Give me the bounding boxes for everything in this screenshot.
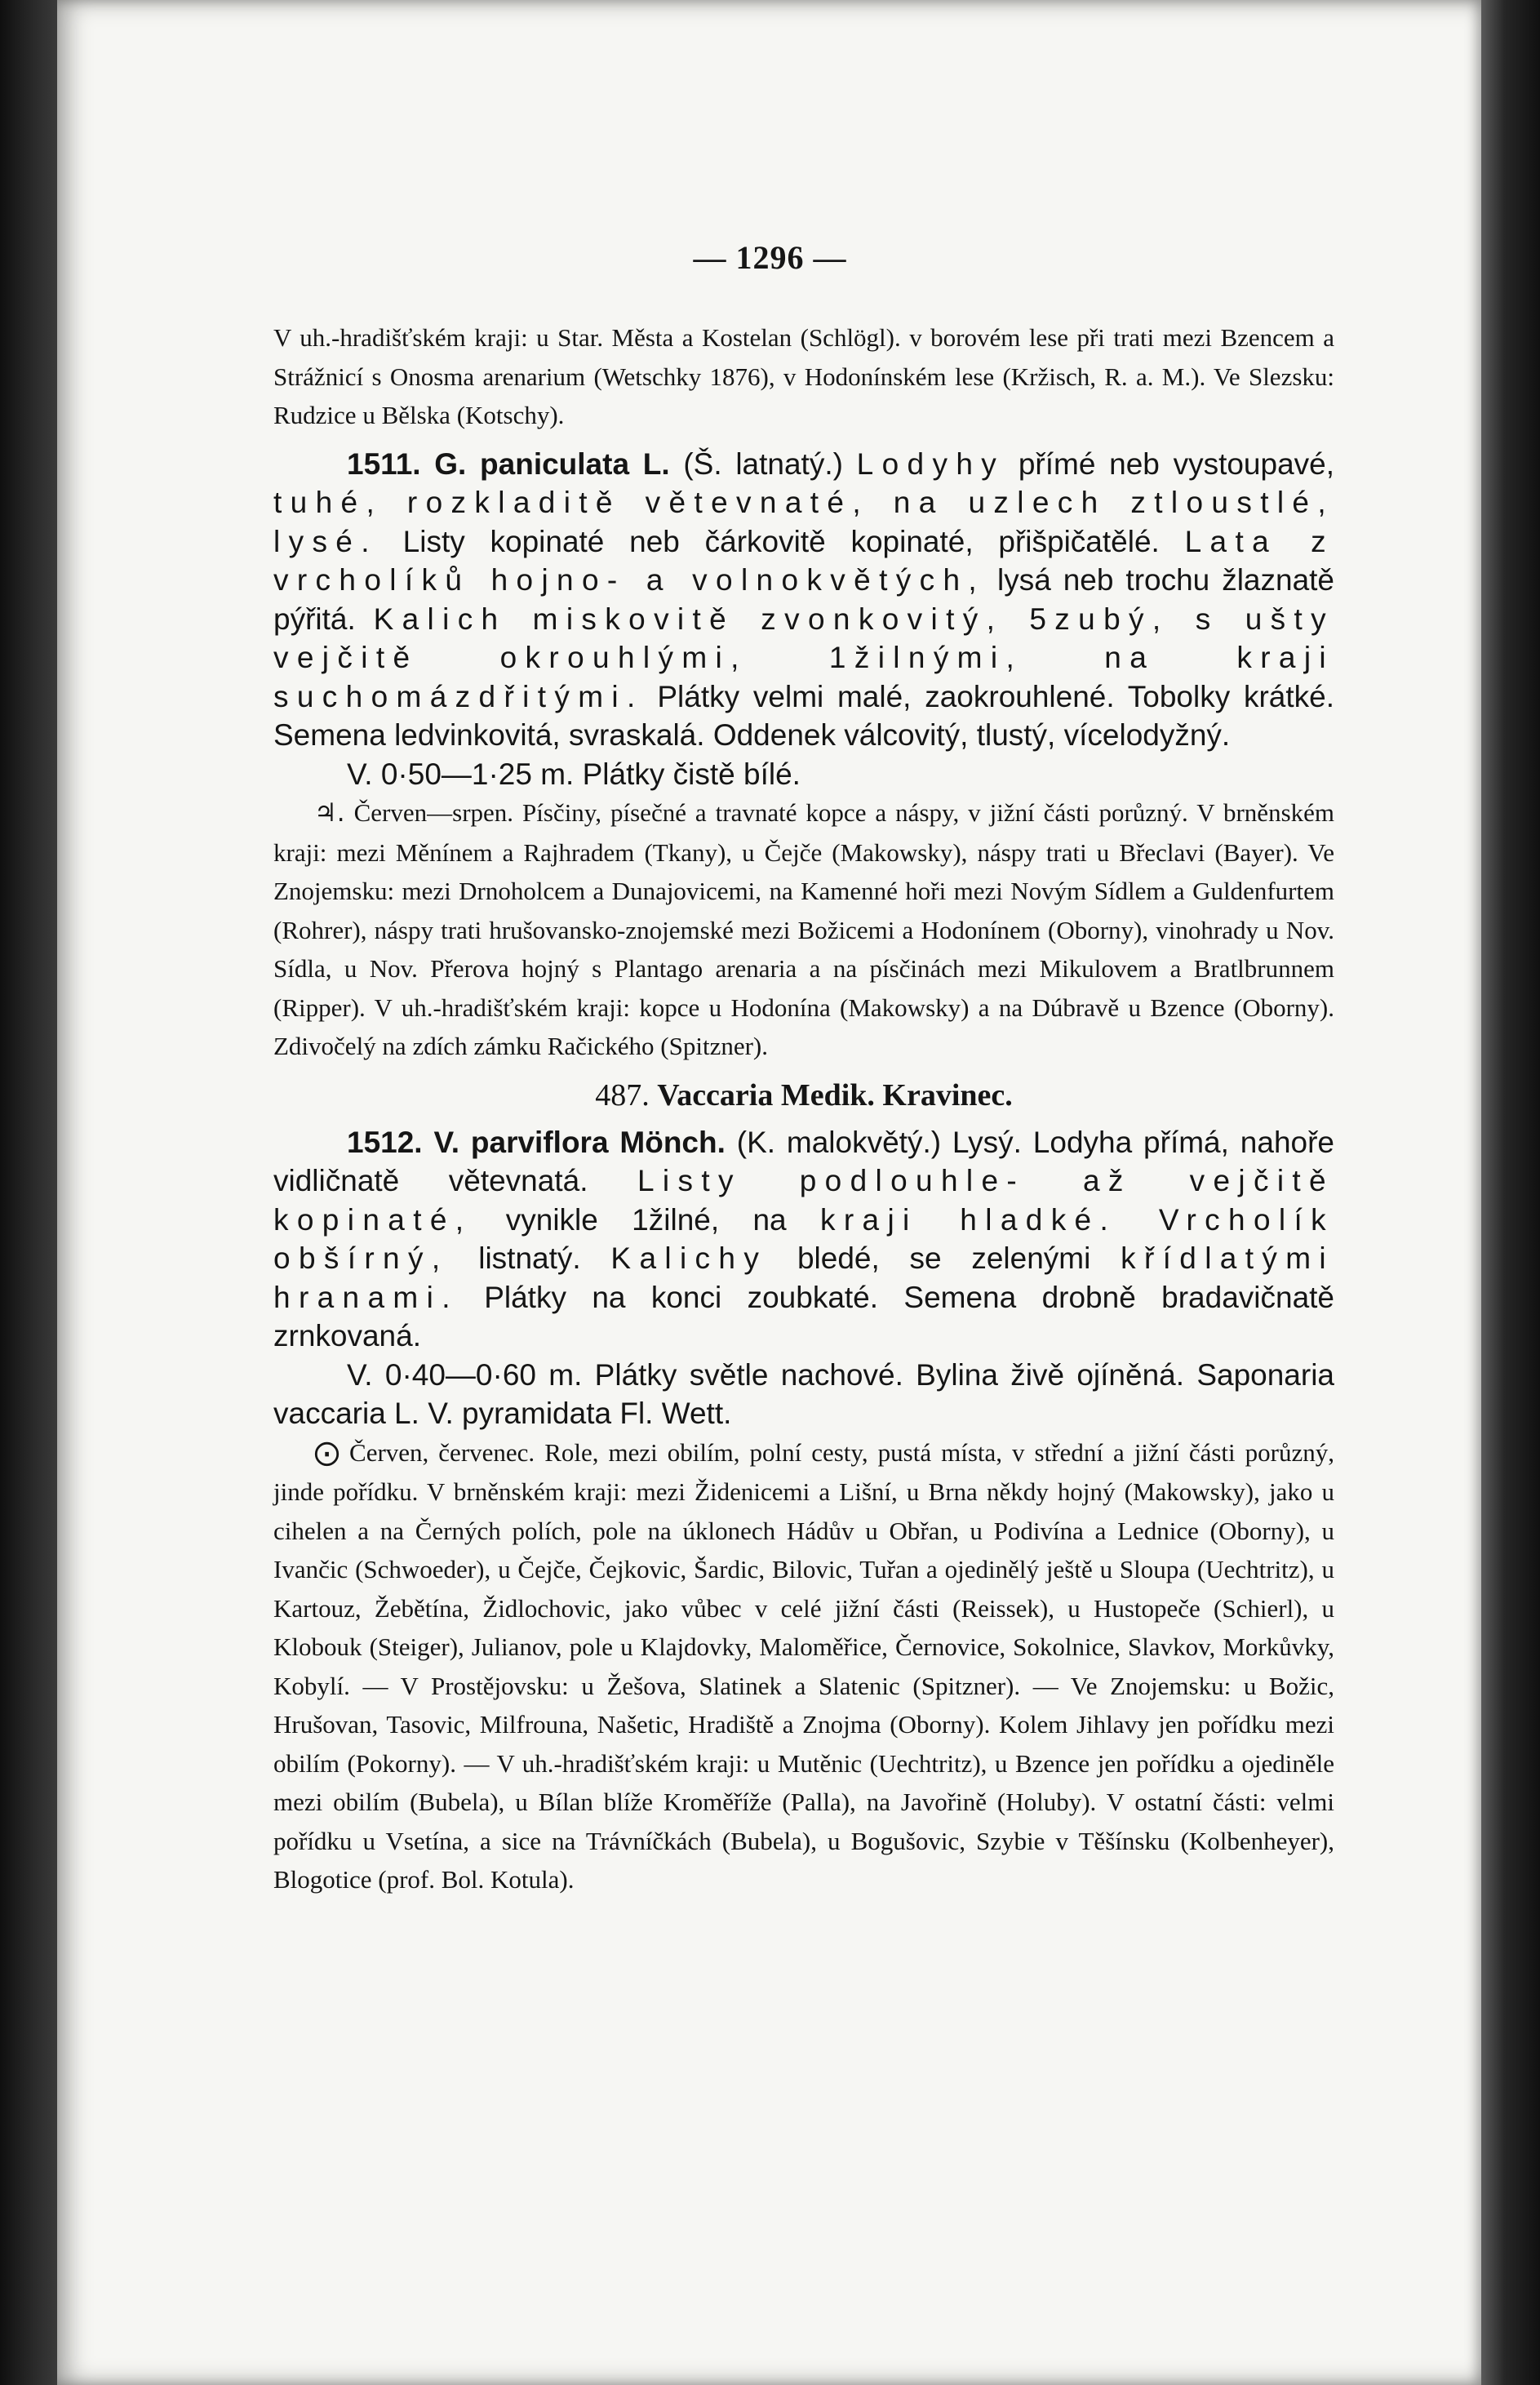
diagnostic-text: Lodyhy bbox=[856, 446, 1005, 481]
species-common-name: (Š. latnatý.) bbox=[683, 446, 843, 481]
description-text: listnatý. bbox=[448, 1241, 611, 1275]
scan-edge-left bbox=[0, 0, 57, 2385]
scan-edge-right bbox=[1481, 0, 1540, 2385]
diagnostic-text: kraji hladké. Vrcholík obšírný, bbox=[273, 1202, 1334, 1275]
species-1512-distribution bbox=[273, 1433, 1334, 1899]
species-name: V. parviflora Mönch. bbox=[433, 1125, 726, 1159]
distribution-text: Role, mezi obilím, polní cesty, pustá místa, v střední a jižní části porůzný, jinde pořídku. V brněnském kraji: mezi Židenicemi a Lišní, u Brna někdy hojný (Makowsky), jako u cihelen a na Černých polích, pole na úklonech Hádův u Obřan, u Podivína a Lednice (Oborny), u Ivančic (Schwoeder), u Čejče, Čejkovic, Šardic, Bilovic, Tuřan a ojedinělý ještě u Sloupa (Uechtritz), u Kartouz, Žebětína, Židlochovic, jako vůbec v celé jižní části (Reissek), u Hustopeče (Schierl), u Klobouk (Steiger), Julianov, pole u Klajdovky, Maloměřice, Černovice, Sokolnice, Slavkov, Morkůvky, Kobylí. — V Prostějovsku: u Žešova, Slatinek a Slatenic (Spitzner). — Ve Znojemsku: u Božic, Hrušovan, Tasovic, Milfrouna, Našetic, Hradiště a Znojma (Oborny). Kolem Jihlavy jen pořídku mezi obilím (Pokorny). — V uh.-hradišťském kraji: u Mutěnic (Uechtritz), u Bzence jen pořídku a ojediněle mezi obilím (Bubela), u Bílan blíže Kroměříže (Palla), na Javořině (Holuby). V ostatní části: velmi pořídku u Vsetína, a sice na Trávníčkách (Bubela), u Bogušovic, Szybie v Těšínsku (Kolbenheyer), Blogotice (prof. Bol. Kotula). bbox=[273, 1437, 1334, 1894]
page-content bbox=[273, 318, 1334, 1899]
genus-heading bbox=[273, 1071, 1334, 1120]
species-1511-description bbox=[273, 445, 1334, 755]
diagnostic-text: křídlatými hranami. bbox=[273, 1241, 1334, 1314]
description-text: Plátky velmi malé, zaokrouhlené. Tobolky krátké. Semena ledvinkovitá, svraskalá. Oddenek válcovitý, tlustý, vícelodyžný. bbox=[273, 679, 1334, 752]
description-text: vynikle 1žilné, na bbox=[472, 1202, 820, 1237]
species-1511-size: V. 0·50—1·25 m. Plátky čistě bílé. bbox=[347, 757, 801, 791]
description-text: bledé, se zelenými bbox=[767, 1241, 1121, 1275]
distribution-text: Písčiny, písečné a travnaté kopce a náspy, v jižní části porůzný. V brněnském kraji: mezi Měnínem a Rajhradem (Tkany), u Čejče (Makowsky), náspy trati u Břeclavi (Bayer). Ve Znojemsku: mezi Drnoholcem a Dunajovicemi, na Kamenné hoři mezi Novým Sídlem a Guldenfurtem (Rohrer), náspy trati hrušovansko-znojemské mezi Božicemi a Hodonínem (Oborny), vinohrady u Nov. Sídla, u Nov. Přerova hojný s Plantago arenaria a na písčinách mezi Mikulovem a Bratlbrunnem (Ripper). V uh.-hradišťském kraji: kopce u Hodonína (Makowsky) a na Dúbravě u Bzence (Oborny). Zdivočelý na zdích zámku Račického (Spitzner). bbox=[273, 798, 1335, 1060]
description-text: přímé neb vystoupavé, bbox=[1005, 446, 1335, 481]
description-text: Listy kopinaté neb čárkovitě kopinaté, přišpičatělé. bbox=[377, 524, 1185, 558]
species-1512-description bbox=[273, 1123, 1334, 1356]
genus-common-name: Kravinec. bbox=[882, 1077, 1013, 1113]
species-number: 1512. bbox=[347, 1125, 423, 1159]
species-1512-size: V. 0·40—0·60 m. Plátky světle nachové. Bylina živě ojíněná. Saponaria vaccaria L. V. pyramidata Fl. Wett. bbox=[273, 1357, 1334, 1430]
species-number: 1511. bbox=[347, 446, 421, 481]
intro-paragraph: V uh.-hradišťském kraji: u Star. Města a Kostelan (Schlögl). v borovém lese při trati mezi Bzencem a Strážnicí s Onosma arenarium (Wetschky 1876), v Hodonínském lese (Kržisch, R. a. M.). Ve Slezsku: Rudzice u Bělska (Kotschy). bbox=[273, 323, 1334, 429]
diagnostic-text: Kalich miskovitě zvonkovitý, 5zubý, s ušty vejčitě okrouhlými, 1žilnými, na kraji suchomázdřitými. bbox=[273, 602, 1334, 713]
page-number: — 1296 — bbox=[693, 239, 847, 276]
genus-number: 487. bbox=[595, 1077, 650, 1113]
diagnostic-text: Listy podlouhle- až vejčitě kopinaté, bbox=[273, 1164, 1334, 1237]
diagnostic-text: Kalichy bbox=[610, 1241, 768, 1275]
species-1511-distribution bbox=[273, 793, 1334, 1066]
species-common-name: (K. malokvětý.) bbox=[736, 1125, 942, 1159]
description-text: Plátky na konci zoubkaté. Semena drobně bradavičnatě zrnkovaná. bbox=[273, 1280, 1334, 1352]
species-name: G. paniculata L. bbox=[434, 446, 670, 481]
description-text: lysá neb trochu žlaznatě pýřitá. bbox=[273, 563, 1335, 636]
diagnostic-text: Lata z vrcholíků hojno- a volnokvětých, bbox=[273, 524, 1335, 597]
flowering-period: Červen, červenec. bbox=[349, 1437, 535, 1467]
description-text: Lysý. Lodyha přímá, nahoře vidličnatě větevnatá. bbox=[273, 1125, 1334, 1197]
diagnostic-text: tuhé, rozkladitě větevnaté, na uzlech ztloustlé, lysé. bbox=[273, 486, 1334, 558]
genus-name: Vaccaria Medik. bbox=[657, 1077, 875, 1113]
perennial-symbol-icon: ♃. bbox=[314, 798, 345, 828]
annual-symbol-icon: ⨀ bbox=[314, 1437, 340, 1468]
spacer bbox=[273, 435, 1334, 445]
flowering-period: Červen—srpen. bbox=[353, 798, 514, 827]
